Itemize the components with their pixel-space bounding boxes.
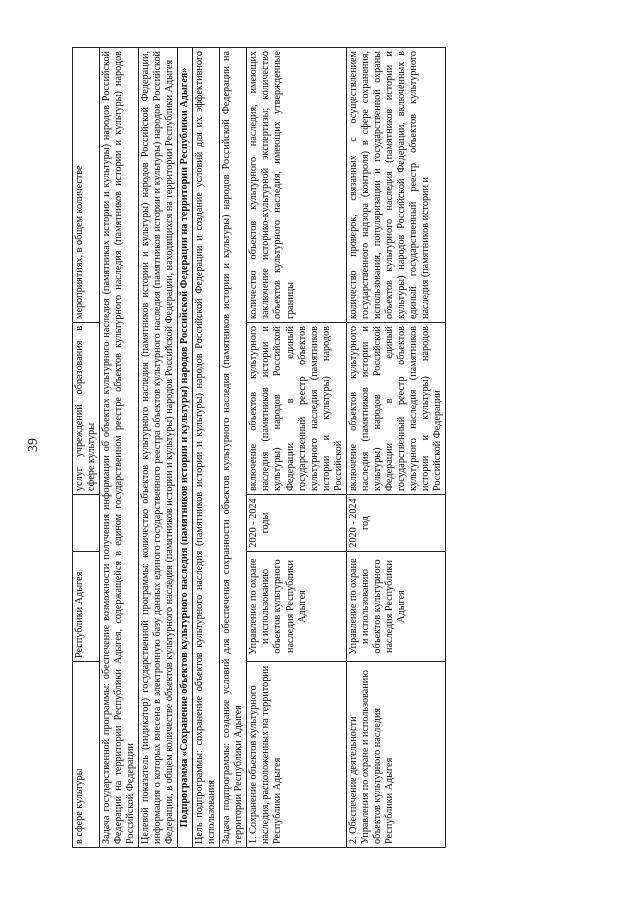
program-table — [72, 47, 446, 848]
header-cell: мероприятиях, в общем количестве — [73, 48, 100, 323]
row-result-cell: включение объектов культурного наследия (памятников истории и культуры) народов Российской Федерации в единый государственный реестр объектов культурного наследия (памятников истории и культуры) народов Российской Федерации — [346, 323, 445, 495]
header-cell — [73, 495, 100, 552]
table-row — [139, 48, 178, 848]
page-number: 39 — [26, 438, 41, 452]
row-indicator-cell: количество проверок, связанных с осуществлением государственного надзора (контроля) в сфере сохранения, использования, популяризации и государственной охраны объектов культурного наследия (памятников истории и культуры) народов Российской Федерации, включенных в единый государственный реестр объектов культурного наследия (памятников истории и — [346, 48, 445, 323]
row-indicator-cell: количество объектов культурного наследия, имеющих заключение историко-культурной экспертизы; количество объектов культурного наследия, имеющих утвержденные границы — [247, 48, 346, 323]
header-cell: в сфере культуры — [73, 662, 100, 848]
row-period-cell: 2020 - 2024 годы — [247, 495, 346, 552]
row-name-cell: 1. Сохранение объектов культурного наследия, расположенных на территории Республики Адыгея — [247, 662, 346, 848]
table-row — [100, 48, 139, 848]
row-executor-cell: Управление по охране и использованию объектов культурного наследия Республики Адыгея — [247, 552, 346, 662]
row-result-cell: включение объектов культурного наследия (памятников истории и культуры) народов Российской Федерации в единый государственный реестр объектов культурного наследия (памятников истории и культуры) народов Российской — [247, 323, 346, 495]
table-row — [178, 48, 193, 848]
target-indicator-cell: Целевой показатель (индикатор) государственной программы: количество объектов культурного наследия (памятников истории и культуры) народов Российской Федерации, информация о которых внесена в электронную базу данных единого государственного реестра объектов культурного наследия (памятников истории и культуры) народов Российской Федерации, в общем количестве объектов культурного наследия (памятников истории и культуры) народов Российской Федерации, находящихся на территории Республики Адыгея — [139, 48, 178, 848]
table-row — [193, 48, 220, 848]
table-row — [73, 48, 100, 848]
row-name-cell: 2. Обеспечение деятельности Управления по охране и использованию объектов культурного наследия Республики Адыгея — [346, 662, 445, 848]
subprogram-task-cell: Задача подпрограммы: создание условий для обеспечения сохранности объектов культурного наследия (памятников истории и культуры) народов Российской Федерации на территории Республики Адыгея — [220, 48, 247, 848]
row-executor-cell: Управление по охране и использованию объектов культурного наследия Республики Адыгея — [346, 552, 445, 662]
header-cell: Республики Адыгея — [73, 552, 100, 662]
table-row — [220, 48, 247, 848]
rotated-table-page — [72, 48, 607, 848]
row-period-cell: 2020 - 2024 год — [346, 495, 445, 552]
goal-task-cell: Задача государственной программы: обеспечение возможности получения информации об объектах культурного наследия (памятниках истории и культуры) народов Российской Федерации на территории Республики Адыгея, содержащейся в едином государственном реестре объектов культурного наследия (памятников истории и культуры) народов Российской Федерации — [100, 48, 139, 848]
header-cell: услуг учреждений образования в сфере культуры — [73, 323, 100, 495]
table-row — [346, 48, 445, 848]
subprogram-goal-cell: Цель подпрограммы: сохранение объектов культурного наследия (памятников истории и культуры) народов Российской Федерации и создание условий для их эффективного использования — [193, 48, 220, 848]
table-row — [247, 48, 346, 848]
subprogram-title-cell: Подпрограмма «Сохранение объектов культурного наследия (памятников истории и культуры) народов Российской Федерации на территории Республики Адыгея» — [178, 48, 193, 848]
